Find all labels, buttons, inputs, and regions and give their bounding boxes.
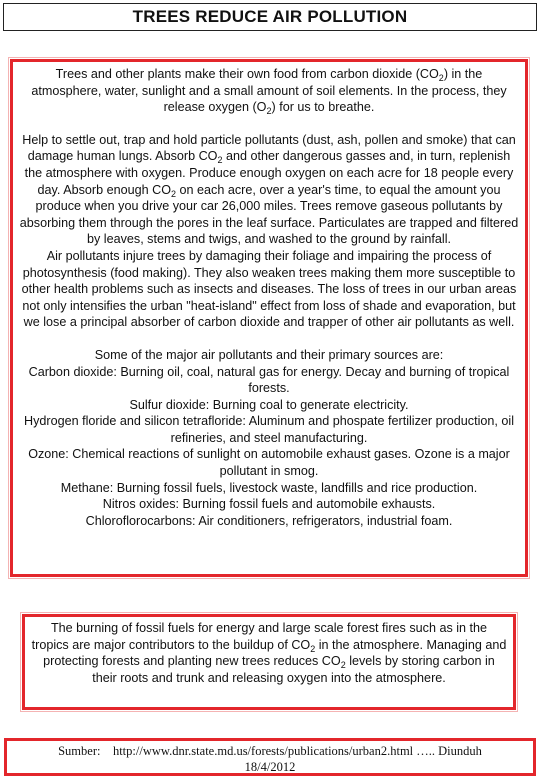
- source-date: 18/4/2012: [244, 760, 296, 774]
- page-title: TREES REDUCE AIR POLLUTION: [132, 7, 408, 26]
- source-chloroflorocarbons: Chloroflorocarbons: Air conditioners, refrigerators, industrial foam.: [85, 513, 453, 528]
- main-info-panel: [10, 59, 528, 577]
- source-nitros-oxides: Nitros oxides: Burning fossil fuels and automobile exhausts.: [102, 497, 436, 512]
- source-citation: [4, 738, 536, 776]
- fuel-text-2: in the atmosphere. Managing and protecting forests and planting new trees reduces CO: [43, 637, 507, 669]
- intro-text-1: Trees and other plants make their own food from carbon dioxide (CO: [55, 67, 439, 81]
- source-sulfur-dioxide: Sulfur dioxide: Burning coal to generate electricity.: [129, 397, 409, 412]
- source-hydrogen-floride: Hydrogen floride and silicon tetrafloride: Aluminum and phospate fertilizer production, oil refineries, and steel manufacturing.: [23, 414, 515, 445]
- fossil-fuel-panel: [22, 614, 516, 710]
- help-paragraph: [19, 132, 519, 248]
- co2-subscript: 2: [217, 155, 223, 166]
- fuel-text-1: The burning of fossil fuels for energy and large scale forest fires such as in the tropics are major contributors to the buildup of CO: [31, 621, 488, 652]
- help-text-1: Help to settle out, trap and hold particle pollutants (dust, ash, pollen and smoke) that can damage human lungs. Absorb CO: [22, 132, 516, 164]
- source-line: Sumber: http://www.dnr.state.md.us/forests/publications/urban2.html ….. Diunduh: [58, 744, 482, 758]
- help-text-3: on each acre, over a year's time, to equal the amount you produce when you drive your car 26,000 miles. Trees remove gaseous pollutants by absorbing them through the pores in the leaf surface. Particulates are trapped and filtered by leaves, stems and twigs, and washed to the ground by rainfall.: [19, 182, 519, 247]
- fuel-paragraph: [31, 620, 507, 686]
- source-ozone: Ozone: Chemical reactions of sunlight on automobile exhaust gases. Ozone is a major pollutant in smog.: [28, 447, 510, 479]
- intro-paragraph: [19, 66, 519, 116]
- co2-subscript: 2: [171, 188, 177, 199]
- title-banner: [3, 3, 537, 31]
- intro-text-2: ) in the atmosphere, water, sunlight and a small amount of soil elements. In the process, they release oxygen (O: [31, 67, 507, 115]
- co2-subscript: 2: [438, 73, 444, 83]
- o2-subscript: 2: [266, 106, 272, 117]
- co2-subscript: 2: [310, 643, 316, 654]
- help-text-2: and other dangerous gasses and, in turn, replenish the atmosphere with oxygen. Produce enough oxygen on each acre for 18 people every day. Absorb enough CO: [24, 149, 514, 197]
- source-methane: Methane: Burning fossil fuels, livestock waste, landfills and rice production.: [60, 480, 478, 495]
- injure-paragraph: Air pollutants injure trees by damaging their foliage and impairing the process of photosynthesis (food making). They also weaken trees making them more susceptible to other health problems such as insects and diseases. The loss of trees in our urban areas not only intensifies the urban "heat-island" effect from loss of shade and evaporation, but we lose a principal absorber of carbon dioxide and trapper of other air pollutants as well.: [21, 248, 517, 330]
- sources-intro: Some of the major air pollutants and their primary sources are:: [94, 347, 444, 362]
- co2-subscript: 2: [340, 660, 346, 671]
- source-carbon-dioxide: Carbon dioxide: Burning oil, coal, natural gas for energy. Decay and burning of tropical forests.: [28, 364, 510, 396]
- fuel-text-3: levels by storing carbon in their roots and trunk and releasing oxygen into the atmosphere.: [92, 654, 495, 685]
- intro-text-3: ) for us to breathe.: [271, 100, 375, 115]
